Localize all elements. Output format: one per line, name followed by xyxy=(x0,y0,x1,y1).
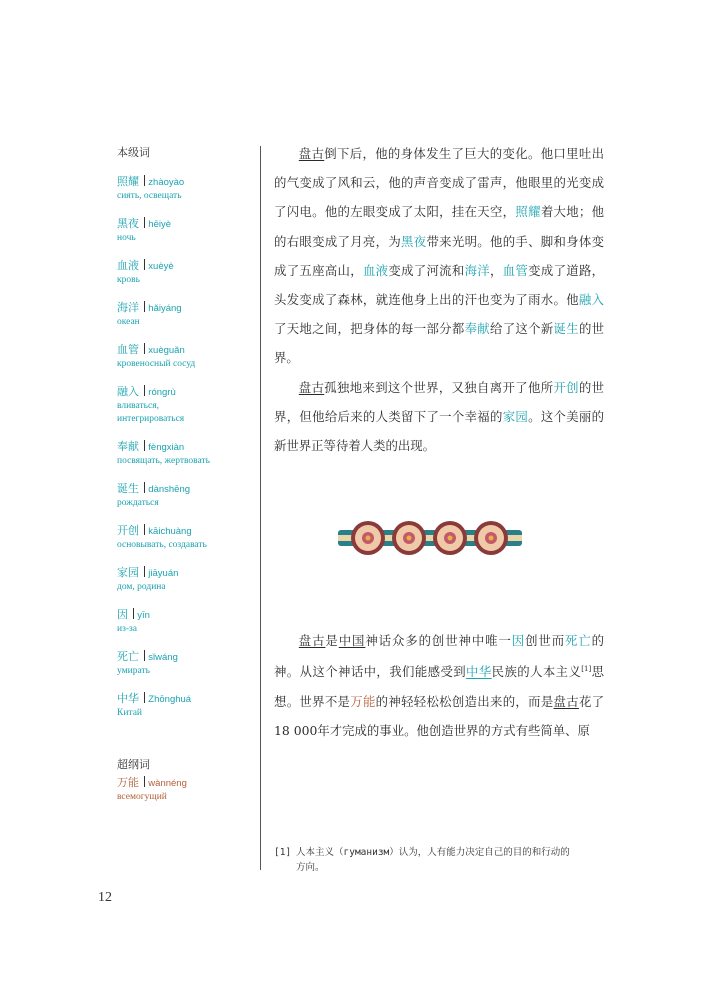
vocab-divider xyxy=(144,301,145,312)
vocab-item xyxy=(117,649,257,678)
vocab-pinyin: wànnéng xyxy=(148,778,187,789)
vocab-item xyxy=(117,300,257,329)
vocab-highlight: 开创 xyxy=(553,379,579,395)
footnote-ref[interactable]: [1] xyxy=(581,665,592,674)
text-run: 孤独地来到这个世界，又独自离开了他所 xyxy=(324,379,554,395)
vocab-word: 奉献 xyxy=(117,440,139,453)
vocab-item xyxy=(117,174,257,203)
vocab-pinyin: hēiyè xyxy=(148,219,172,230)
vocab-highlight: 血管 xyxy=(502,262,529,278)
footnote xyxy=(274,845,609,875)
vocabulary-sidebar xyxy=(117,144,257,733)
vocab-highlight: 海洋 xyxy=(464,262,491,278)
vocab-divider xyxy=(144,650,145,661)
vocab-divider xyxy=(144,776,145,787)
vocab-divider xyxy=(144,524,145,535)
vocab-item xyxy=(117,216,257,245)
vocab-pinyin: sǐwáng xyxy=(148,652,178,663)
vocab-translation: посвящать, жертвовать xyxy=(117,456,210,466)
text-run: 带来光明。他的手、脚和身体变成了五座高山， xyxy=(274,233,605,278)
vocab-divider xyxy=(144,385,145,396)
vocab-pinyin: yīn xyxy=(137,610,150,621)
super-vocab-heading: 超纲词 xyxy=(117,759,150,771)
vocab-translation: рождаться xyxy=(117,498,159,508)
proper-noun: 中国 xyxy=(338,633,366,648)
vocab-word: 因 xyxy=(117,608,128,621)
ornament-medallion xyxy=(351,521,385,555)
vocab-item xyxy=(117,565,257,594)
vocab-word: 万能 xyxy=(117,776,139,789)
ornament-medallion xyxy=(474,521,508,555)
vocab-item xyxy=(117,439,257,468)
vocab-highlight: 血液 xyxy=(362,262,389,278)
vocab-word: 黑夜 xyxy=(117,217,139,230)
main-text-top xyxy=(274,139,604,460)
ornament-medallion xyxy=(433,521,467,555)
vocab-translation: вливаться, xyxy=(117,401,159,411)
vocab-word: 死亡 xyxy=(117,650,139,663)
vocab-pinyin: hǎiyáng xyxy=(148,303,182,314)
vocab-item xyxy=(117,607,257,636)
vocab-translation: из-за xyxy=(117,624,137,634)
paragraph-2 xyxy=(274,373,604,461)
vocab-highlight: 死亡 xyxy=(565,633,592,648)
vocab-pinyin: dànshēng xyxy=(148,484,191,495)
vocab-highlight: 黑夜 xyxy=(401,233,427,249)
vocab-translation: Китай xyxy=(117,708,142,718)
vocab-divider xyxy=(144,692,145,703)
vocab-pinyin: xuèguǎn xyxy=(148,345,185,356)
super-vocab-highlight: 万能 xyxy=(350,693,376,709)
text-run: 花了18 000年才完成的事业。他创造世界的方式有些简单、原 xyxy=(274,693,605,738)
text-run: 着大地；他的右眼变成了月亮，为 xyxy=(274,204,605,249)
ornament-medallion xyxy=(392,521,426,555)
text-run: 的世界，但他给后来的人类留下了一个幸福的 xyxy=(274,379,605,424)
vocab-highlight: 因 xyxy=(511,633,526,648)
vocab-divider xyxy=(144,440,145,451)
vocab-divider xyxy=(144,217,145,228)
vocab-highlight: 融入 xyxy=(578,292,605,308)
vocab-translation: ночь xyxy=(117,233,136,243)
vocab-divider xyxy=(144,482,145,493)
vocab-divider xyxy=(144,566,145,577)
vocab-word: 开创 xyxy=(117,524,139,537)
vocab-divider xyxy=(144,259,145,270)
vocab-word: 海洋 xyxy=(117,301,139,314)
proper-noun: 盘古 xyxy=(298,379,325,395)
text-run: 神话众多的创世神中唯一 xyxy=(365,633,512,648)
footnote-text: 人本主义（гуманизм）认为，人有能力决定自己的目的和行动的 xyxy=(296,847,570,858)
vocab-item xyxy=(117,384,257,426)
text-run: 给了这个新 xyxy=(490,321,554,337)
vocab-translation: всемогущий xyxy=(117,792,167,802)
vocab-word: 中华 xyxy=(117,692,139,705)
vocab-highlight: 奉献 xyxy=(464,321,490,337)
text-run: 倒下后，他的身体发生了巨大的变化。他口里吐出的气变成了风和云，他的声音变成了雷声，他眼里的光变成了闪电。他的左眼变成了太阳，挂在天空， xyxy=(274,146,605,220)
vocab-translation-cont: интегрироваться xyxy=(117,414,185,424)
vocab-highlight: 照耀 xyxy=(515,204,541,220)
text-run: 变成了河流和 xyxy=(388,262,465,278)
vocab-item xyxy=(117,523,257,552)
vocab-item xyxy=(117,481,257,510)
vocab-translation: океан xyxy=(117,317,140,327)
vocab-translation: сиять, освещать xyxy=(117,191,182,201)
text-run: 创世而 xyxy=(525,633,566,648)
proper-noun: 盘古 xyxy=(298,146,325,161)
text-run: 的神轻轻松松创造出来的，而是 xyxy=(375,693,554,709)
column-divider xyxy=(260,146,261,870)
footnote-text-cont: 方向。 xyxy=(296,862,325,873)
footnote-number: [1] xyxy=(274,847,292,858)
vocab-item xyxy=(117,342,257,371)
text-run: 了天地之间，把身体的每一部分都 xyxy=(274,321,465,337)
vocab-pinyin: róngrù xyxy=(148,387,176,398)
text-run: 是 xyxy=(325,633,339,648)
text-run: 的神。从这个神话中，我们能感受到 xyxy=(274,633,605,680)
vocab-translation: основывать, создавать xyxy=(117,540,207,550)
text-run: 的世界。 xyxy=(274,321,605,366)
proper-noun: 盘古 xyxy=(298,633,326,648)
vocab-word: 融入 xyxy=(117,385,139,398)
text-run: 变成了道路，头发变成了森林，就连他身上出的汗也变为了雨水。他 xyxy=(274,262,605,308)
vocab-pinyin: zhàoyào xyxy=(148,177,185,188)
vocab-translation: кровь xyxy=(117,275,140,285)
main-text-bottom xyxy=(274,626,604,745)
vocab-highlight: 诞生 xyxy=(553,321,579,337)
vocab-word: 家园 xyxy=(117,566,139,579)
paragraph-1 xyxy=(274,139,604,373)
page-number: 12 xyxy=(98,890,112,905)
text-run: ， xyxy=(490,262,503,278)
vocab-pinyin: kāichuàng xyxy=(148,526,192,537)
super-vocab-item xyxy=(117,775,187,804)
vocab-word: 血液 xyxy=(117,259,139,272)
sidebar-heading: 本级词 xyxy=(117,147,150,159)
vocab-pinyin: jiāyuán xyxy=(148,568,179,579)
vocab-word: 诞生 xyxy=(117,482,139,495)
vocab-translation: умирать xyxy=(117,666,150,676)
vocab-translation: дом, родина xyxy=(117,582,166,592)
vocab-pinyin: Zhōnghuá xyxy=(148,694,192,705)
vocab-divider xyxy=(144,175,145,186)
text-run: 民族的人本主义 xyxy=(491,664,582,680)
vocab-highlight: 中华 xyxy=(466,664,492,680)
vocab-word: 照耀 xyxy=(117,175,139,188)
vocab-pinyin: fèngxiàn xyxy=(148,442,185,453)
paragraph-3 xyxy=(274,626,604,745)
decorative-ornament-band xyxy=(338,518,522,558)
vocab-divider xyxy=(133,608,134,619)
text-run: 。这个美丽的新世界正等待着人类的出现。 xyxy=(274,408,605,454)
vocab-item xyxy=(117,258,257,287)
vocab-item xyxy=(117,691,257,720)
vocab-highlight: 家园 xyxy=(502,408,529,424)
vocab-translation: кровеносный сосуд xyxy=(117,359,196,369)
proper-noun: 盘古 xyxy=(553,693,579,709)
text-run: 思想。世界不是 xyxy=(274,664,605,709)
vocab-pinyin: xuèyè xyxy=(148,261,174,272)
vocab-word: 血管 xyxy=(117,343,139,356)
vocab-divider xyxy=(144,343,145,354)
